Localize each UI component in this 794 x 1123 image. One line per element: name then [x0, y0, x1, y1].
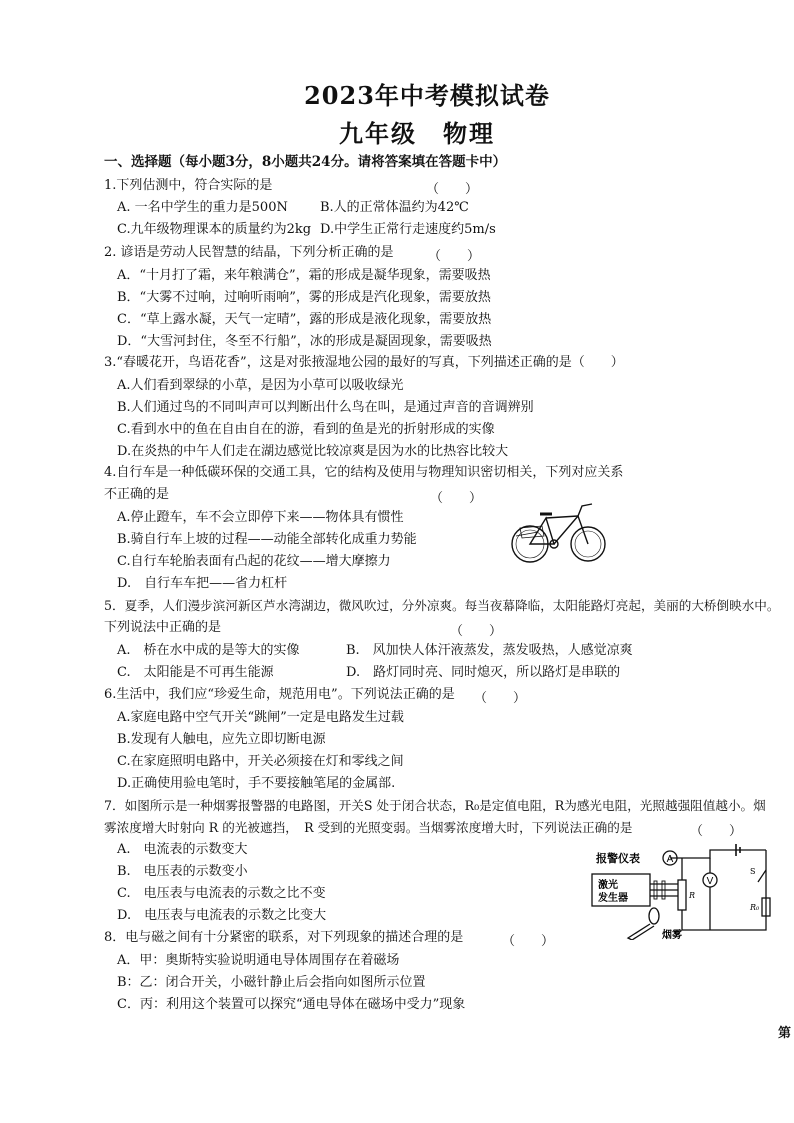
section-heading: 一、选择题（每小题3分，8小题共24分。请将答案填在答题卡中）: [104, 154, 507, 170]
q5-option-d: D. 路灯同时亮、同时熄灭，所以路灯是串联的: [346, 665, 621, 680]
ammeter-label: A: [666, 854, 674, 865]
q8-stem: 8．电与磁之间有十分紧密的联系，对下列现象的描述合理的是: [104, 930, 464, 945]
q4-stem-line2: 不正确的是: [104, 487, 170, 502]
fig-laser-label-2: 发生器: [598, 893, 628, 904]
q1-option-b: B.人的正常体温约为42℃: [320, 200, 469, 215]
q4-option-b: B.骑自行车上坡的过程——动能全部转化成重力势能: [117, 532, 417, 547]
q4-stem-line1: 4.自行车是一种低碳环保的交通工具，它的结构及使用与物理知识密切相关，下列对应关系: [104, 465, 624, 480]
bicycle-image: [508, 496, 608, 568]
q5-stem-line2: 下列说法中正确的是: [104, 620, 222, 635]
q7-stem-line1: 7．如图所示是一种烟雾报警器的电路图，开关S 处于闭合状态，R₀是定值电阻，R为感光电阻，光照越强阻值越小。烟: [104, 798, 766, 813]
q7-option-a: A. 电流表的示数变大: [117, 842, 248, 857]
q8-option-b: B：乙：闭合开关，小磁针静止后会指向如图所示位置: [117, 975, 426, 990]
q4-answer-paren: （ ）: [430, 491, 483, 506]
exam-subtitle: 九年级 物理: [339, 119, 495, 148]
q3-option-c: C.看到水中的鱼在自由自在的游，看到的鱼是光的折射形成的实像: [117, 422, 495, 437]
fig-r0-label: R₀: [750, 903, 760, 912]
q2-option-c: C．“草上露水凝，天气一定晴”，露的形成是液化现象，需要放热: [117, 312, 492, 327]
q1-stem: 1.下列估测中，符合实际的是: [104, 178, 273, 193]
q8-answer-paren: （ ）: [502, 934, 555, 949]
voltmeter-label: V: [706, 876, 714, 887]
q5-option-b: B. 风加快人体汗液蒸发，蒸发吸热，人感觉凉爽: [346, 643, 633, 658]
q2-option-b: B．“大雾不过响，过响听雨响”，雾的形成是汽化现象，需要放热: [117, 290, 491, 305]
page-number-label: 第: [778, 1026, 792, 1041]
fig-s-label: S: [750, 867, 756, 876]
q3-option-a: A.人们看到翠绿的小草，是因为小草可以吸收绿光: [117, 378, 404, 393]
q4-option-a: A.停止蹬车，车不会立即停下来——物体具有惯性: [117, 510, 404, 525]
q5-option-c: C. 太阳能是不可再生能源: [117, 665, 274, 680]
fig-r-label: R: [689, 891, 696, 900]
q1-option-a: A. 一名中学生的重力是500N: [117, 200, 288, 215]
q5-option-a: A. 桥在水中成的是等大的实像: [117, 643, 300, 658]
q1-option-d: D.中学生正常行走速度约5m/s: [320, 222, 496, 237]
q5-stem-line1: 5．夏季，人们漫步滨河新区芦水湾湖边，微风吹过，分外凉爽。每当夜幕降临，太阳能路灯亮起，美丽的大桥倒映水中。: [104, 598, 780, 613]
q7-option-c: C. 电压表与电流表的示数之比不变: [117, 886, 326, 901]
exam-title: 2023年中考模拟试卷: [304, 81, 550, 110]
q4-option-d: D. 自行车车把——省力杠杆: [117, 576, 288, 591]
q3-option-b: B.人们通过鸟的不同叫声可以判断出什么鸟在叫，是通过声音的音调辨别: [117, 400, 534, 415]
q7-option-d: D. 电压表与电流表的示数之比变大: [117, 908, 327, 923]
q2-stem: 2. 谚语是劳动人民智慧的结晶，下列分析正确的是: [104, 245, 394, 260]
q6-option-a: A.家庭电路中空气开关“跳闸”一定是电路发生过载: [117, 710, 404, 725]
q6-answer-paren: （ ）: [474, 691, 527, 706]
q3-option-d: D.在炎热的中午人们走在湖边感觉比较凉爽是因为水的比热容比较大: [117, 444, 509, 459]
q5-answer-paren: （ ）: [450, 624, 503, 639]
fig-alarm-label: 报警仪表: [596, 853, 640, 865]
q6-option-b: B.发现有人触电，应先立即切断电源: [117, 732, 326, 747]
q4-option-c: C.自行车轮胎表面有凸起的花纹——增大摩擦力: [117, 554, 391, 569]
q1-option-c: C.九年级物理课本的质量约为2kg: [117, 222, 312, 237]
q2-option-a: A．“十月打了霜，来年粮满仓”，霜的形成是凝华现象，需要吸热: [117, 268, 491, 283]
q7-option-b: B. 电压表的示数变小: [117, 864, 248, 879]
q2-answer-paren: （ ）: [428, 249, 481, 264]
q3-stem: 3.“春暖花开，鸟语花香”，这是对张掖湿地公园的最好的写真，下列描述正确的是（ ）: [104, 355, 624, 370]
q6-stem: 6.生活中，我们应“珍爱生命，规范用电”。下列说法正确的是: [104, 687, 455, 702]
q1-answer-paren: （ ）: [426, 182, 479, 197]
smoke-alarm-circuit-diagram: [590, 840, 776, 940]
q7-stem-line2: 雾浓度增大时射向 R 的光被遮挡， R 受到的光照变弱。当烟雾浓度增大时，下列说法正确的是: [104, 820, 633, 835]
q7-answer-paren: （ ）: [690, 824, 743, 839]
q6-option-c: C.在家庭照明电路中，开关必须接在灯和零线之间: [117, 754, 404, 769]
q8-option-a: A．甲：奥斯特实验说明通电导体周围存在着磁场: [117, 953, 400, 968]
q6-option-d: D.正确使用验电笔时，手不要接触笔尾的金属部.: [117, 776, 396, 791]
fig-laser-label-1: 激光: [598, 880, 618, 891]
q2-option-d: D．“大雪河封住，冬至不行船”，冰的形成是凝固现象，需要吸热: [117, 334, 492, 349]
q8-option-c: C．丙：利用这个装置可以探究“通电导体在磁场中受力”现象: [117, 997, 466, 1012]
fig-smoke-label: 烟雾: [662, 930, 682, 940]
